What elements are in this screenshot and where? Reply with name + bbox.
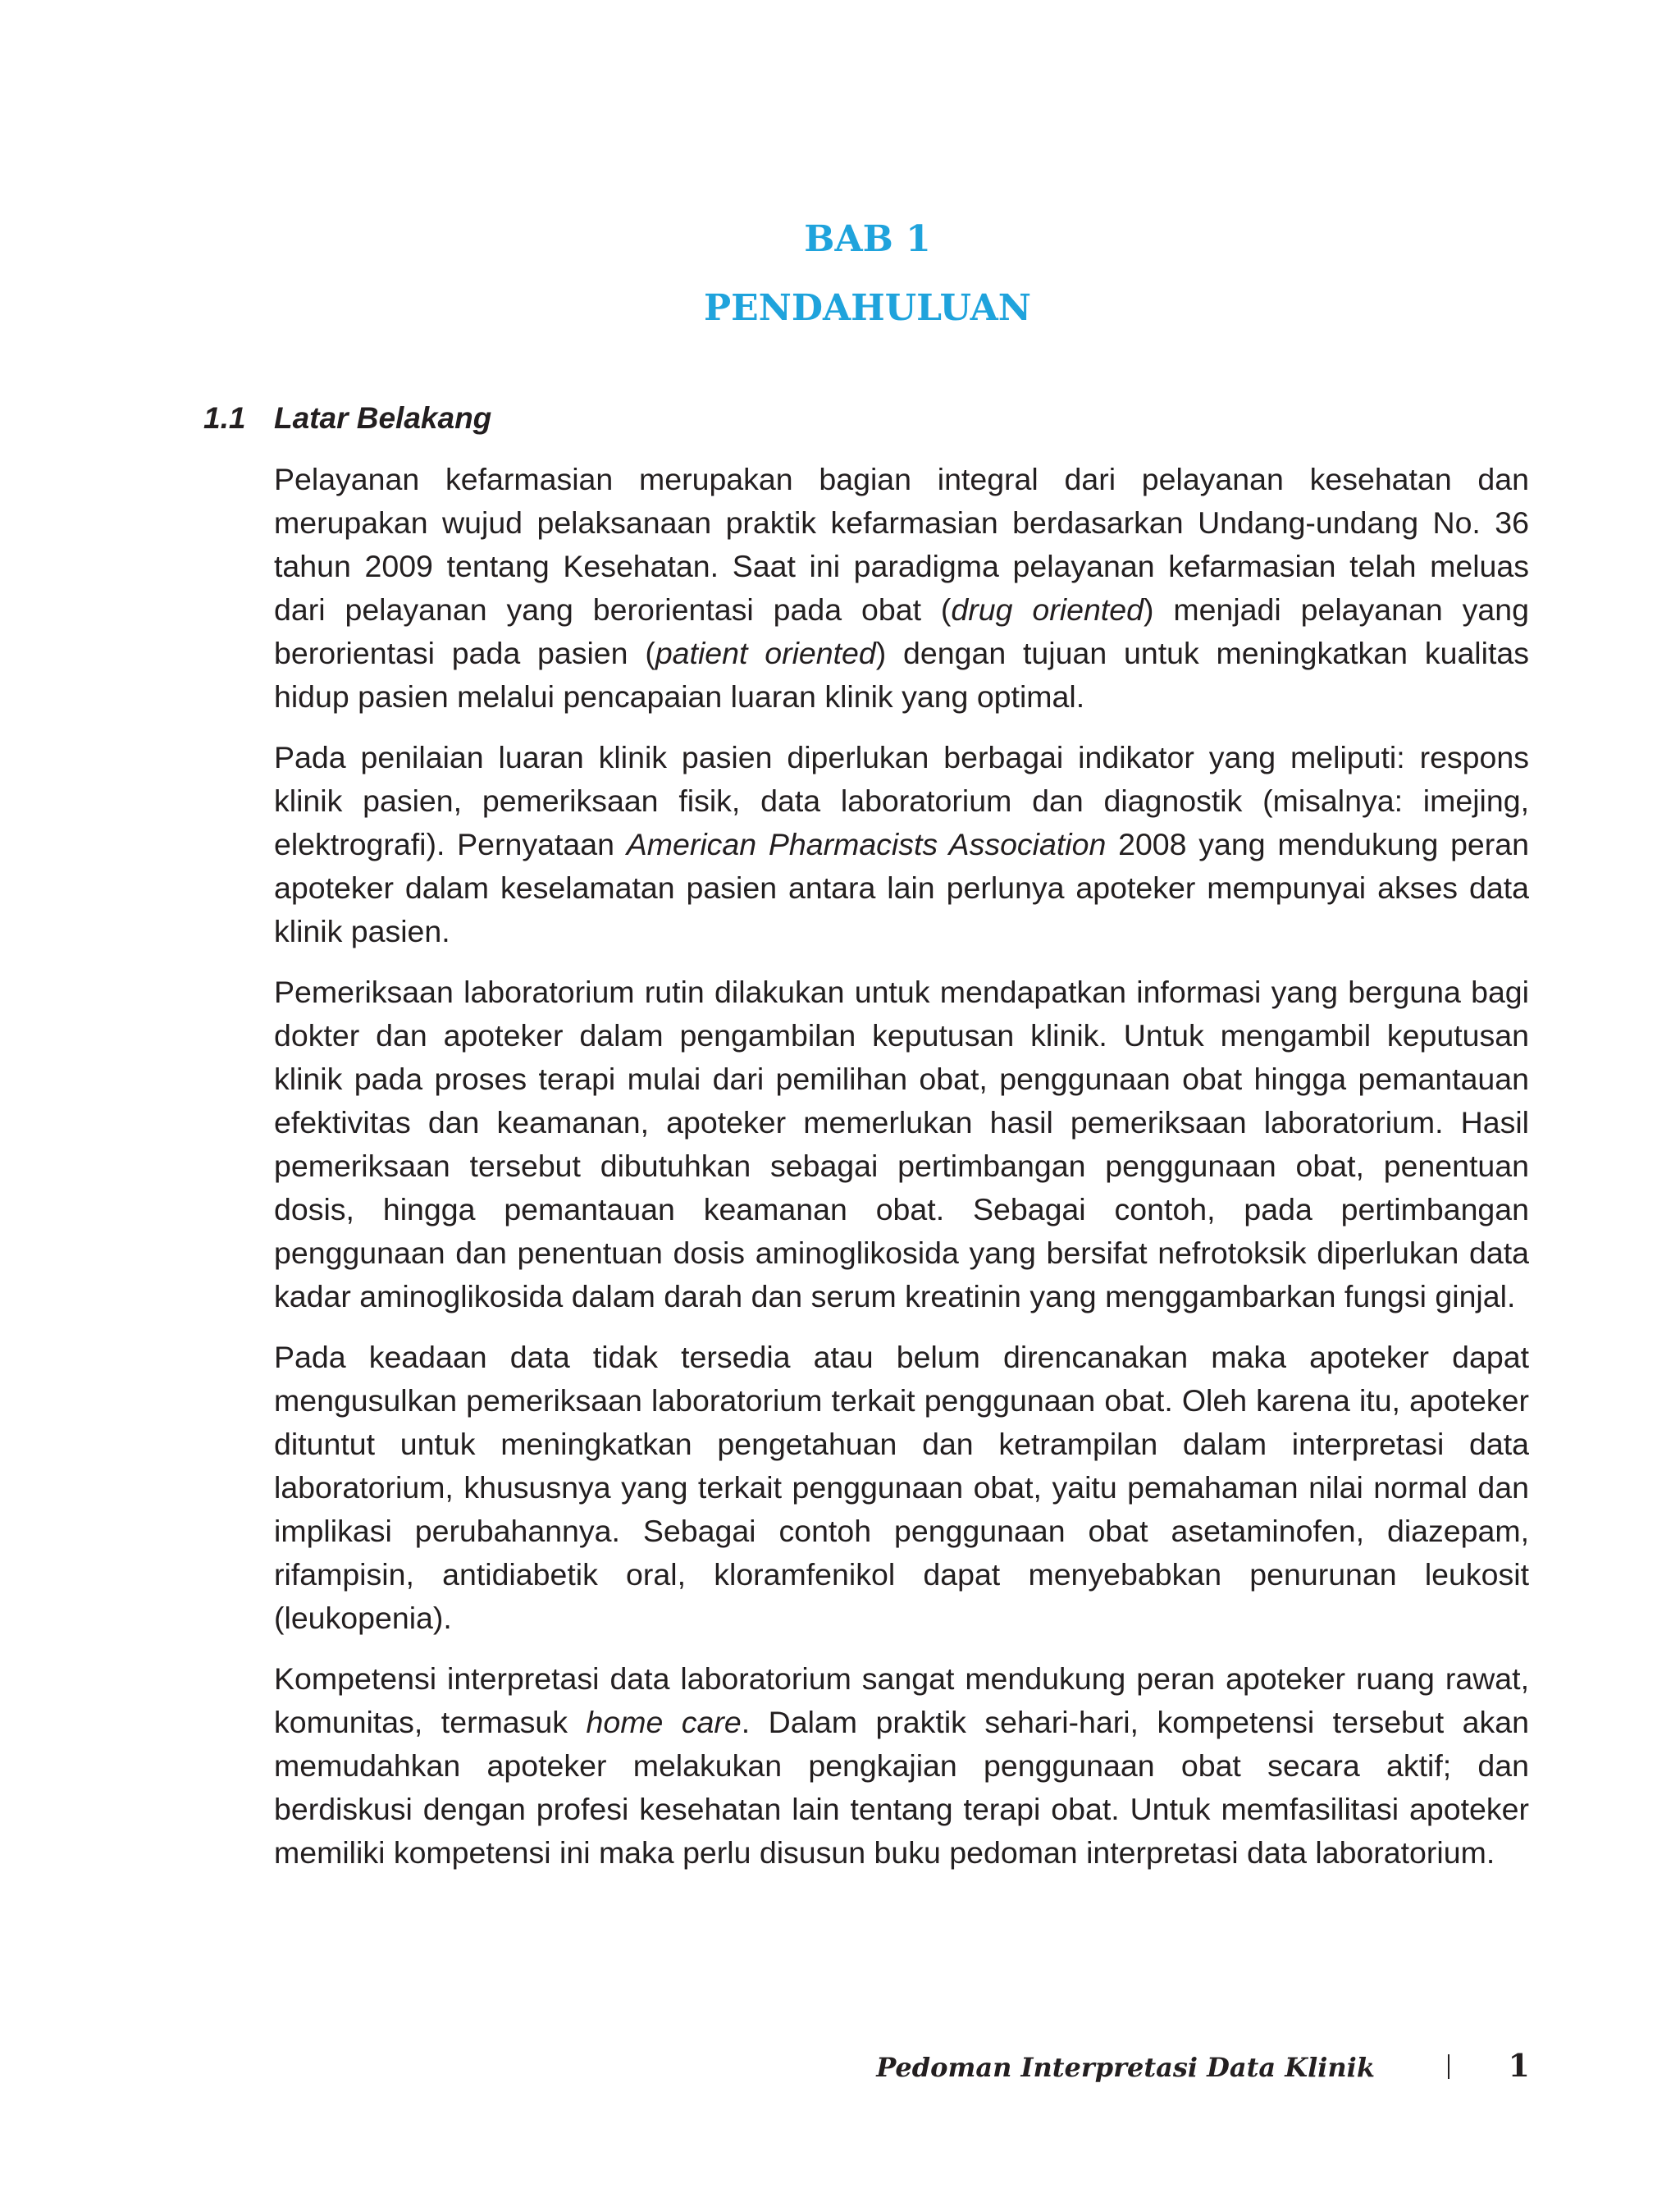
paragraph <box>274 971 1529 1318</box>
italic-term: drug oriented <box>951 592 1144 627</box>
footer-book-title: Pedoman Interpretasi Data Klinik <box>876 2052 1375 2083</box>
italic-term: patient oriented <box>655 636 876 670</box>
section-heading <box>203 398 491 439</box>
chapter-number: BAB 1 <box>804 218 931 260</box>
paragraph-text: Kompetensi interpretasi data laboratorium sangat mendukung peran apoteker ruang rawat, komunitas, termasuk <box>274 1661 1529 1739</box>
paragraph <box>274 458 1529 719</box>
footer-divider <box>1448 2054 1449 2079</box>
page-number: 1 <box>1508 2047 1530 2084</box>
paragraph-text: ) menjadi pelayanan yang berorientasi pada pasien ( <box>274 592 1529 670</box>
paragraph-text: 2008 yang mendukung peran apoteker dalam keselamatan pasien antara lain perlunya apoteker mempunyai akses data klinik pasien. <box>274 827 1529 948</box>
paragraph-text: Pada keadaan data tidak tersedia atau belum direncanakan maka apoteker dapat mengusulkan pemeriksaan laboratorium terkait penggunaan obat. Oleh karena itu, apoteker dituntut untuk meningkatkan pengetahuan dan ketrampilan dalam interpretasi data laboratorium, khususnya yang terkait penggunaan obat, yaitu pemahaman nilai normal dan implikasi perubahannya. Sebagai contoh penggunaan obat asetaminofen, diazepam, rifampisin, antidiabetik oral, kloramfenikol dapat menyebabkan penurunan leukosit (leukopenia). <box>274 1340 1529 1635</box>
paragraph <box>274 1657 1529 1875</box>
italic-term: American Pharmacists Association <box>626 827 1107 861</box>
italic-term: home care <box>586 1705 742 1739</box>
paragraph <box>274 736 1529 953</box>
paragraph <box>274 1336 1529 1640</box>
chapter-title: PENDAHULUAN <box>704 287 1031 329</box>
paragraph-text: Pemeriksaan laboratorium rutin dilakukan untuk mendapatkan informasi yang berguna bagi dokter dan apoteker dalam pengambilan keputusan klinik. Untuk mengambil keputusan klinik pada proses terapi mulai dari pemilihan obat, penggunaan obat hingga pemantauan efektivitas dan keamanan, apoteker memerlukan hasil pemeriksaan laboratorium. Hasil pemeriksaan tersebut dibutuhkan sebagai pertimbangan penggunaan obat, penentuan dosis, hingga pemantauan keamanan obat. Sebagai contoh, pada pertimbangan penggunaan dan penentuan dosis aminoglikosida yang bersifat nefrotoksik diperlukan data kadar aminoglikosida dalam darah dan serum kreatinin yang menggambarkan fungsi ginjal. <box>274 975 1529 1313</box>
body-text <box>274 458 1529 1892</box>
paragraph-text: Pelayanan kefarmasian merupakan bagian integral dari pelayanan kesehatan dan merupakan wujud pelaksanaan praktik kefarmasian berdasarkan Undang-undang No. 36 tahun 2009 tentang Kesehatan. Saat ini paradigma pelayanan kefarmasian telah meluas dari pelayanan yang berorientasi pada obat ( <box>274 462 1529 627</box>
paragraph-text: . Dalam praktik sehari-hari, kompetensi tersebut akan memudahkan apoteker melakukan pengkajian penggunaan obat secara aktif; dan berdiskusi dengan profesi kesehatan lain tentang terapi obat. Untuk memfasilitasi apoteker memiliki kompetensi ini maka perlu disusun buku pedoman interpretasi data laboratorium. <box>274 1705 1529 1870</box>
section-title: Latar Belakang <box>274 401 492 435</box>
paragraph-text: Pada penilaian luaran klinik pasien diperlukan berbagai indikator yang meliputi: respons klinik pasien, pemeriksaan fisik, data laboratorium dan diagnostik (misalnya: imejing, elektrografi). Pernyataan <box>274 740 1529 861</box>
section-number: 1.1 <box>203 401 246 435</box>
paragraph-text: ) dengan tujuan untuk meningkatkan kualitas hidup pasien melalui pencapaian luaran klinik yang optimal. <box>274 636 1529 714</box>
